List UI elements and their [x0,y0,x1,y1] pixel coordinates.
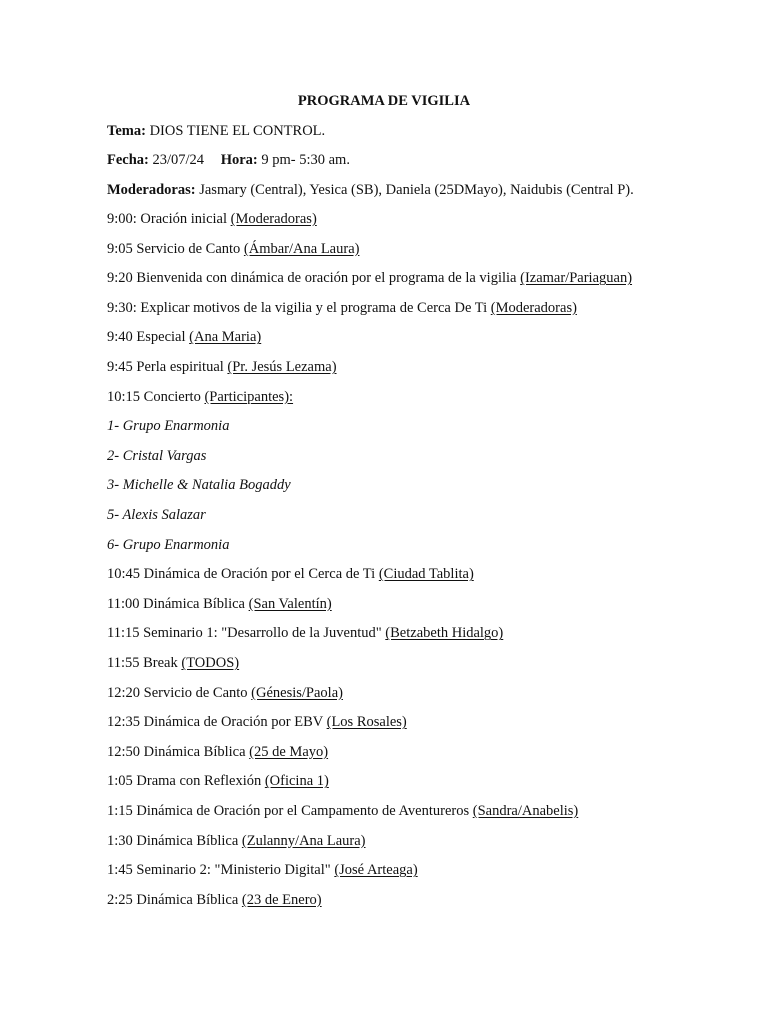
schedule-item-responsible: (Ámbar/Ana Laura) [243,240,360,257]
schedule-item-text: 12:50 Dinámica Bíblica [107,743,250,760]
schedule-item-responsible: (Ana Maria) [189,329,262,346]
schedule-item-text: 9:45 Perla espiritual [107,359,228,375]
concert-item: 6- Grupo Enarmonia [107,536,230,553]
hora-label: Hora: [220,152,258,168]
schedule-item-responsible: (Ciudad Tablita) [378,566,474,583]
concert-item: 3- Michelle & Natalia Bogaddy [107,477,291,494]
schedule-item-responsible: (Pr. Jesús Lezama) [227,359,337,375]
schedule-item-responsible: (Moderadoras) [230,211,317,227]
schedule-item [107,594,332,614]
schedule-item [107,239,359,259]
schedule-item [107,890,322,910]
schedule-item-text: 1:15 Dinámica de Oración por el Campamento de Aventureros [107,803,473,819]
schedule-item-responsible: (Betzabeth Hidalgo) [385,625,504,642]
schedule-item-text: 9:20 Bienvenida con dinámica de oración por el programa de la vigilia [107,270,521,287]
schedule-item-responsible: (José Arteaga) [334,862,418,879]
schedule-item-text: 9:05 Servicio de Canto [107,240,244,257]
moderadoras-value: Jasmary (Central), Yesica (SB), Daniela (25DMayo), Naidubis (Central P). [199,182,634,198]
schedule-item [107,860,418,880]
schedule-item [107,742,328,762]
tema-line [107,121,325,141]
schedule-item-text: 11:15 Seminario 1: "Desarrollo de la Juventud" [107,625,386,642]
schedule-item-responsible: (23 de Enero) [241,891,322,908]
fecha-line [107,150,350,170]
schedule-item-text: 2:25 Dinámica Bíblica [107,891,242,908]
schedule-item-text: 11:00 Dinámica Bíblica [107,595,249,612]
schedule-item-text: 1:30 Dinámica Bíblica [107,832,242,849]
schedule-item-text: 1:05 Drama con Reflexión [107,773,265,790]
schedule-item-responsible: (Izamar/Pariaguan) [520,270,633,287]
schedule-item-responsible: (Génesis/Paola) [251,684,343,701]
schedule-item-responsible: (Los Rosales) [326,714,407,731]
tema-label: Tema: [107,123,146,139]
schedule-item-responsible: (TODOS) [181,655,240,671]
schedule-item-text: 9:40 Especial [107,329,190,346]
schedule-item [107,801,578,821]
schedule-item [107,831,366,851]
schedule-item-text: 1:45 Seminario 2: "Ministerio Digital" [107,862,335,879]
schedule-item-responsible: (San Valentín) [248,595,332,612]
schedule-item [107,683,343,703]
schedule-item [107,327,261,347]
schedule-item-text: 12:20 Servicio de Canto [107,684,252,701]
concert-item: 2- Cristal Vargas [107,447,207,464]
schedule-item [107,771,329,791]
schedule-item [107,209,317,229]
moderadoras-line [107,180,634,200]
moderadoras-label: Moderadoras: [107,182,196,198]
schedule-item-text: 9:00: Oración inicial [107,211,231,227]
schedule-item-responsible: (Participantes): [204,388,294,405]
schedule-item [107,387,293,407]
schedule-item-text: 9:30: Explicar motivos de la vigilia y el programa de Cerca De Ti [107,299,491,316]
schedule-item [107,357,337,377]
hora-value: 9 pm- 5:30 am. [261,152,350,168]
schedule-item-text: 10:15 Concierto [107,388,205,405]
schedule-item [107,623,503,643]
concert-item: 1- Grupo Enarmonia [107,418,230,435]
schedule-item-text: 12:35 Dinámica de Oración por EBV [107,714,327,731]
schedule-item [107,298,577,318]
schedule-item [107,564,474,584]
schedule-item-responsible: (Zulanny/Ana Laura) [241,832,366,849]
fecha-value: 23/07/24 [152,152,205,168]
schedule-item-responsible: (Oficina 1) [264,773,329,790]
schedule-item [107,268,632,288]
schedule-item-text: 10:45 Dinámica de Oración por el Cerca de Ti [107,566,379,583]
schedule-item-responsible: (Moderadoras) [490,299,577,316]
tema-value: DIOS TIENE EL CONTROL. [149,123,326,139]
schedule-item-responsible: (Sandra/Anabelis) [472,803,579,819]
page-title: PROGRAMA DE VIGILIA [297,93,471,109]
schedule-item [107,653,239,673]
concert-item: 5- Alexis Salazar [107,507,206,523]
fecha-label: Fecha: [107,152,149,168]
schedule-item-text: 11:55 Break [107,655,182,671]
schedule-item-responsible: (25 de Mayo) [249,743,329,760]
schedule-item [107,712,407,732]
